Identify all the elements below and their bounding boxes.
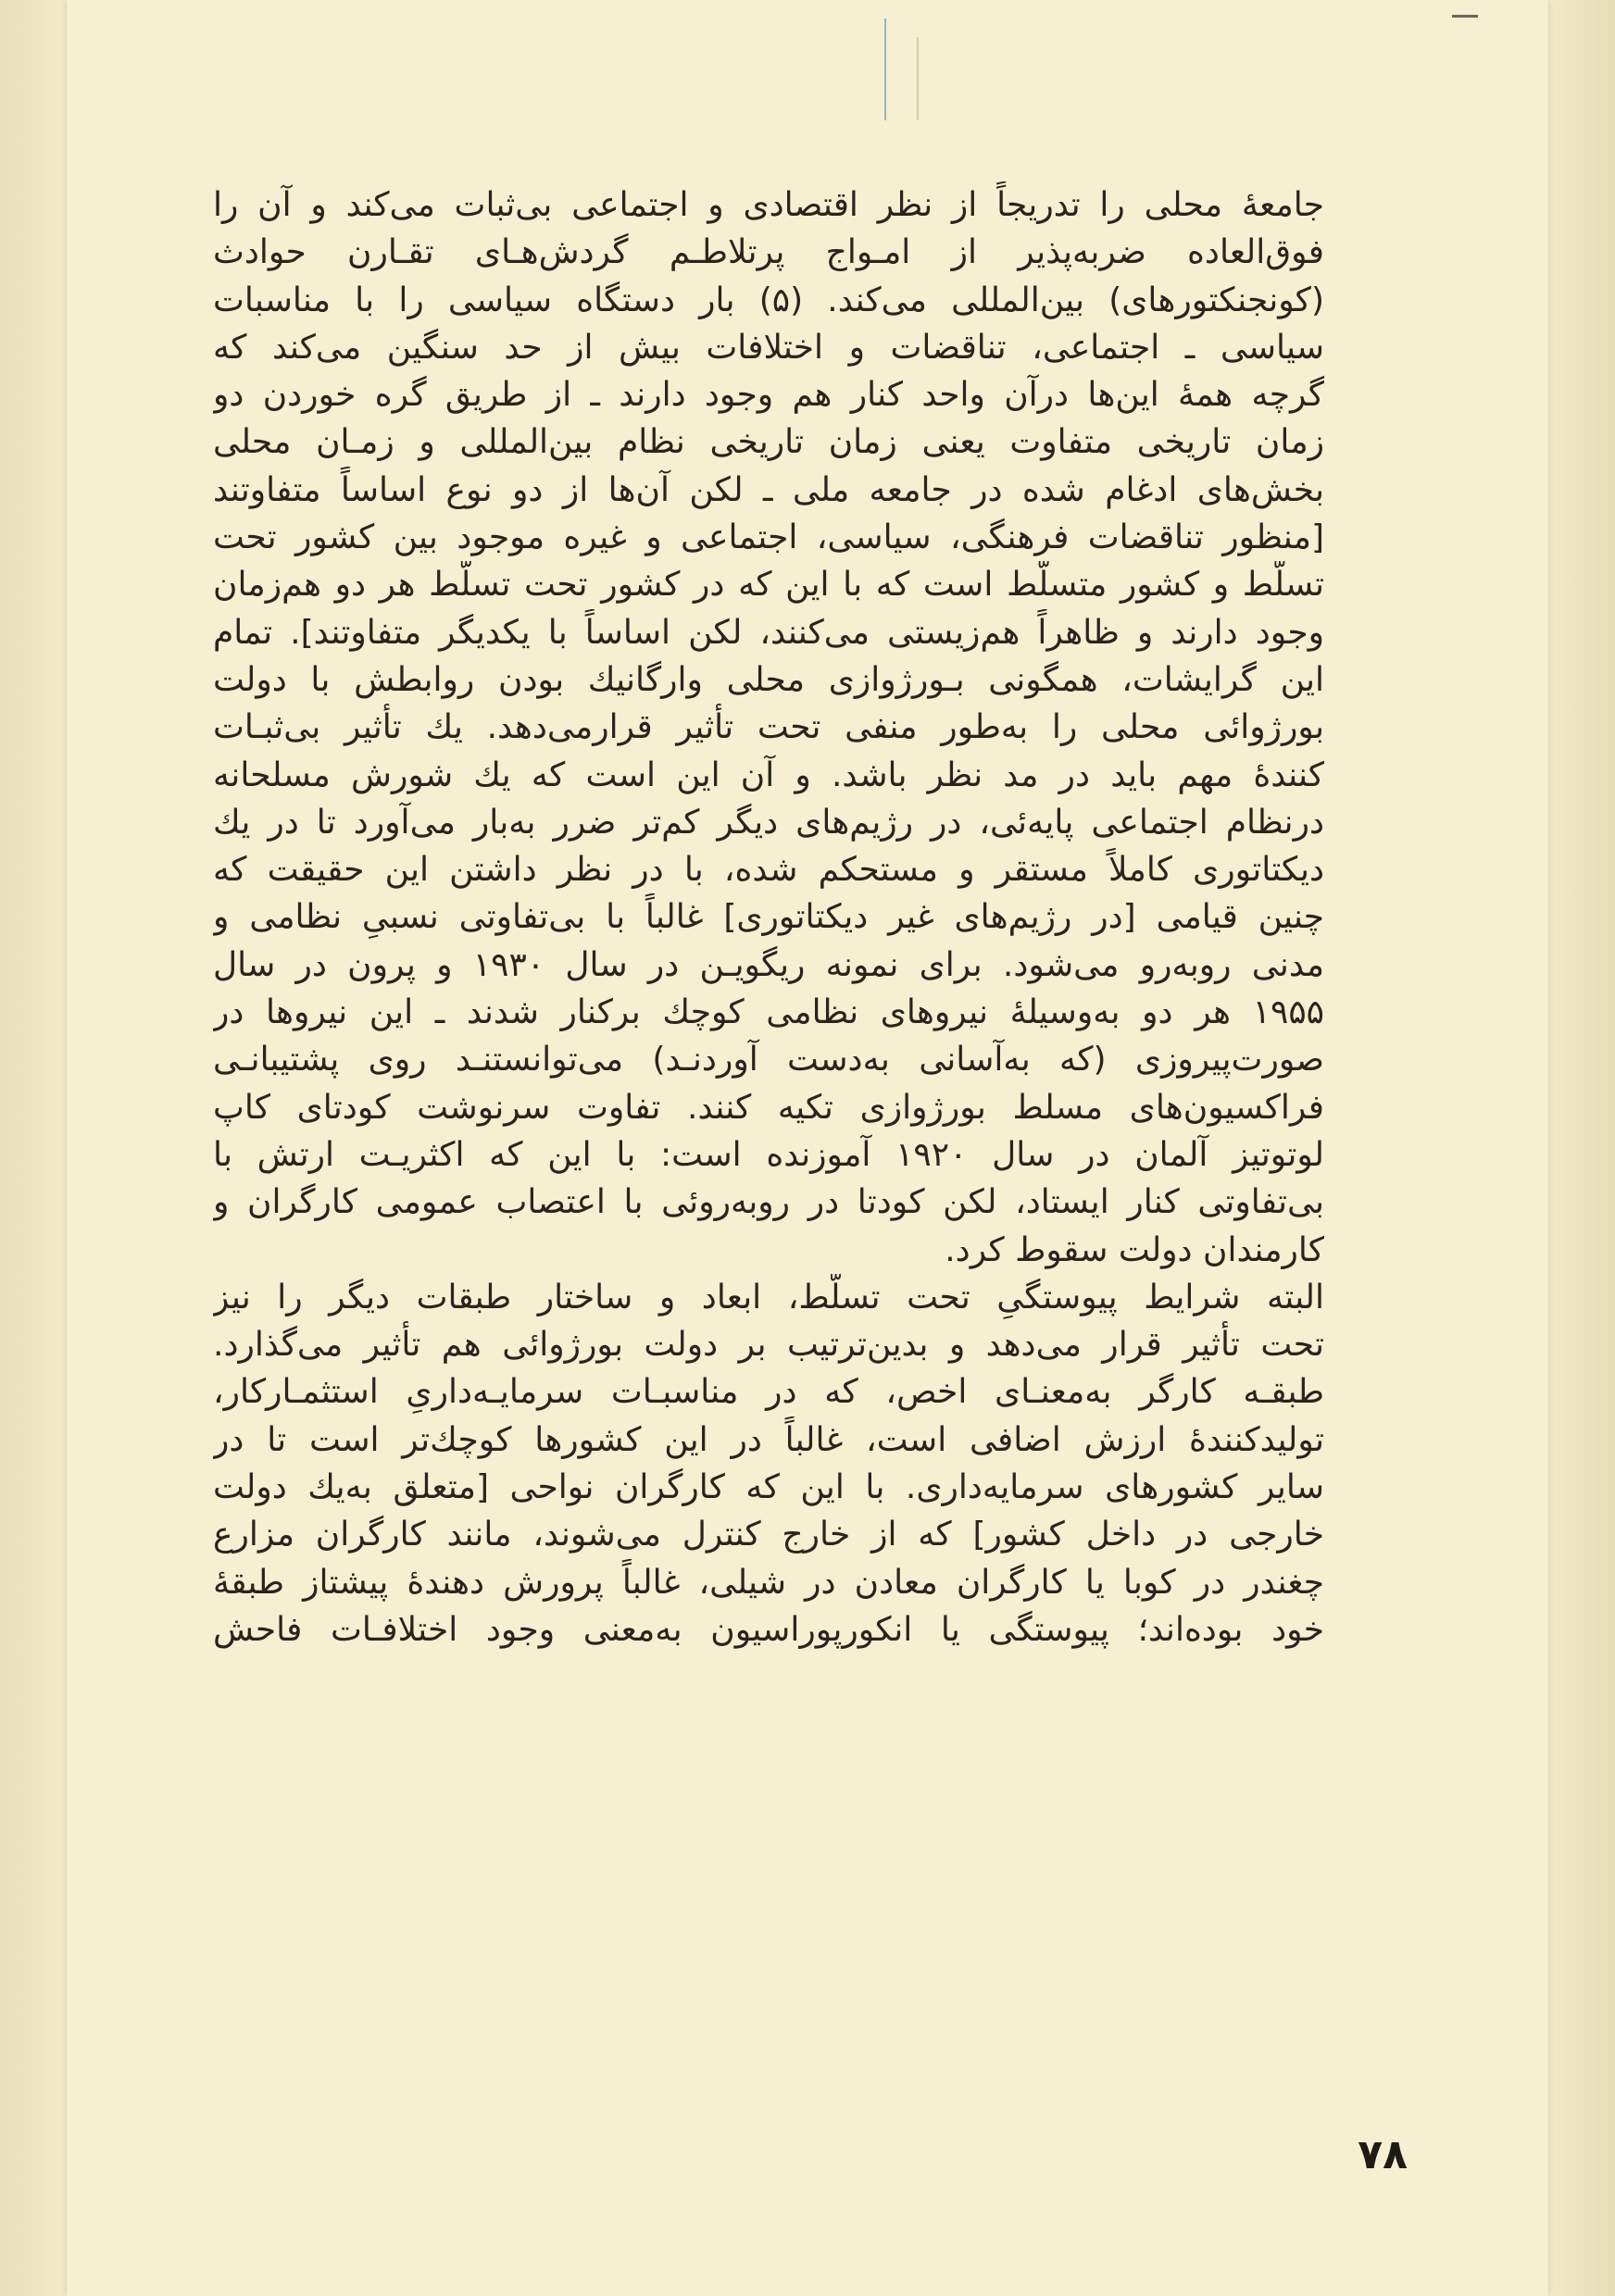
text-line: (کونجنکتورهای) بین‌المللی می‌کند. (۵) بار دستگاه سیاسی را با مناسبات <box>213 281 1324 319</box>
text-line: کنندهٔ مهم باید در مد نظر باشد. و آن این است که یك شورش مسلحانه <box>213 755 1324 794</box>
text-line: فوق‌العاده ضربه‌پذیر از امـواج پرتلاطـم گردش‌هـای تقـارن حوادث <box>213 233 1324 272</box>
text-line: این گرایشات، همگونی بـورژوازی محلی وارگانیك بودن روابطش با دولت <box>213 660 1324 699</box>
text-line: چغندر در کوبا یا کارگران معادن در شیلی، غالباً پرورش دهندهٔ پیشتاز طبقهٔ <box>213 1563 1324 1602</box>
text-line: فراکسیون‌های مسلط بورژوازی تکیه کنند. تفاوت سرنوشت کودتای کاپ <box>213 1088 1324 1127</box>
text-line: سیاسی ـ اجتماعی، تناقضات و اختلافات بیش از حد سنگین می‌کند که <box>213 328 1324 367</box>
left-scan-margin <box>0 0 67 2296</box>
text-line: البته شرایط پیوستگیِ تحت تسلّط، ابعاد و ساختار طبقات دیگر را نیز <box>213 1278 1324 1316</box>
text-line: خود بوده‌اند؛ پیوستگی یا انکورپوراسیون به‌معنی وجود اختلافـات فاحش <box>213 1610 1324 1649</box>
text-line: بی‌تفاوتی کنار ایستاد، لکن کودتا در روبه‌روئی با اعتصاب عمومی کارگران و <box>213 1183 1324 1222</box>
text-line: تحت تأثیر قرار می‌دهد و بدین‌ترتیب بر دولت بورژوائی هم تأثیر می‌گذارد. <box>213 1326 1324 1365</box>
text-line: درنظام اجتماعی پایه‌ئی، در رژیم‌های دیگر کم‌تر ضرر به‌بار می‌آورد تا در یك <box>213 803 1324 842</box>
text-line: گرچه همهٔ این‌ها درآن واحد کنار هم وجود دارند ـ از طریق گره خوردن دو <box>213 376 1324 415</box>
crease-mark <box>884 19 886 120</box>
text-line: طبقـه کارگر به‌معنـای اخص، که در مناسبـات سرمایـه‌داریِ استثمـارکار، <box>213 1373 1324 1412</box>
text-line: جامعهٔ محلی را تدریجاً از نظر اقتصادی و اجتماعی بی‌ثبات می‌کند و آن را <box>213 186 1324 224</box>
text-line: چنین قیامی [در رژیم‌های غیر دیکتاتوری] غالباً با بی‌تفاوتی نسبیِ نظامی و <box>213 898 1324 937</box>
top-edge-mark <box>1452 15 1478 18</box>
right-scan-margin <box>1548 0 1615 2296</box>
text-line: مدنی روبه‌رو می‌شود. برای نمونه ریگویـن در سال ۱۹۳۰ و پرون در سال <box>213 945 1324 984</box>
crease-shadow <box>917 37 919 120</box>
paragraph-end-line: کارمندان دولت سقوط کرد. <box>945 1230 1324 1269</box>
text-line: وجود دارند و ظاهراً هم‌زیستی می‌کنند، لکن اساساً با یکدیگر متفاوتند]. تمام <box>213 613 1324 652</box>
text-line: ۱۹۵۵ هر دو به‌وسیلهٔ نیروهای نظامی کوچك برکنار شدند ـ این نیروها در <box>213 993 1324 1032</box>
text-line: تولیدکنندهٔ ارزش اضافی است، غالباً در این کشورها کوچك‌تر است تا در <box>213 1420 1324 1459</box>
body-text <box>213 181 1324 1653</box>
text-line: صورت‌پیروزی (که به‌آسانی به‌دست آوردنـد) می‌توانستنـد روی پشتیبانـی <box>213 1041 1324 1079</box>
text-line: بخش‌های ادغام شده در جامعه ملی ـ لکن آن‌ها از دو نوع اساساً متفاوتند <box>213 470 1324 509</box>
text-line: دیکتاتوری کاملاً مستقر و مستحکم شده، با در نظر داشتن این حقیقت که <box>213 851 1324 890</box>
text-line: خارجی در داخل کشور] که از خارج کنترل می‌شوند، مانند کارگران مزارع <box>213 1516 1324 1554</box>
page-number: ۷۸ <box>1358 2131 1408 2178</box>
text-line: سایر کشورهای سرمایه‌داری. با این که کارگران نواحی [متعلق به‌یك دولت <box>213 1468 1324 1507</box>
text-line: بورژوائی محلی را به‌طور منفی تحت تأثیر قرارمی‌دهد. یك تأثیر بی‌ثبـات <box>213 708 1324 747</box>
text-line: تسلّط و کشور متسلّط است که با این که در کشور تحت تسلّط هر دو هم‌زمان <box>213 566 1324 605</box>
text-line: زمان تاریخی متفاوت یعنی زمان تاریخی نظام بین‌المللی و زمـان محلی <box>213 423 1324 462</box>
text-line: [منظور تناقضات فرهنگی، سیاسی، اجتماعی و غیره موجود بین کشور تحت <box>213 518 1324 557</box>
text-line: لوتوتیز آلمان در سال ۱۹۲۰ آموزنده است: با این که اکثریـت ارتش با <box>213 1135 1324 1174</box>
